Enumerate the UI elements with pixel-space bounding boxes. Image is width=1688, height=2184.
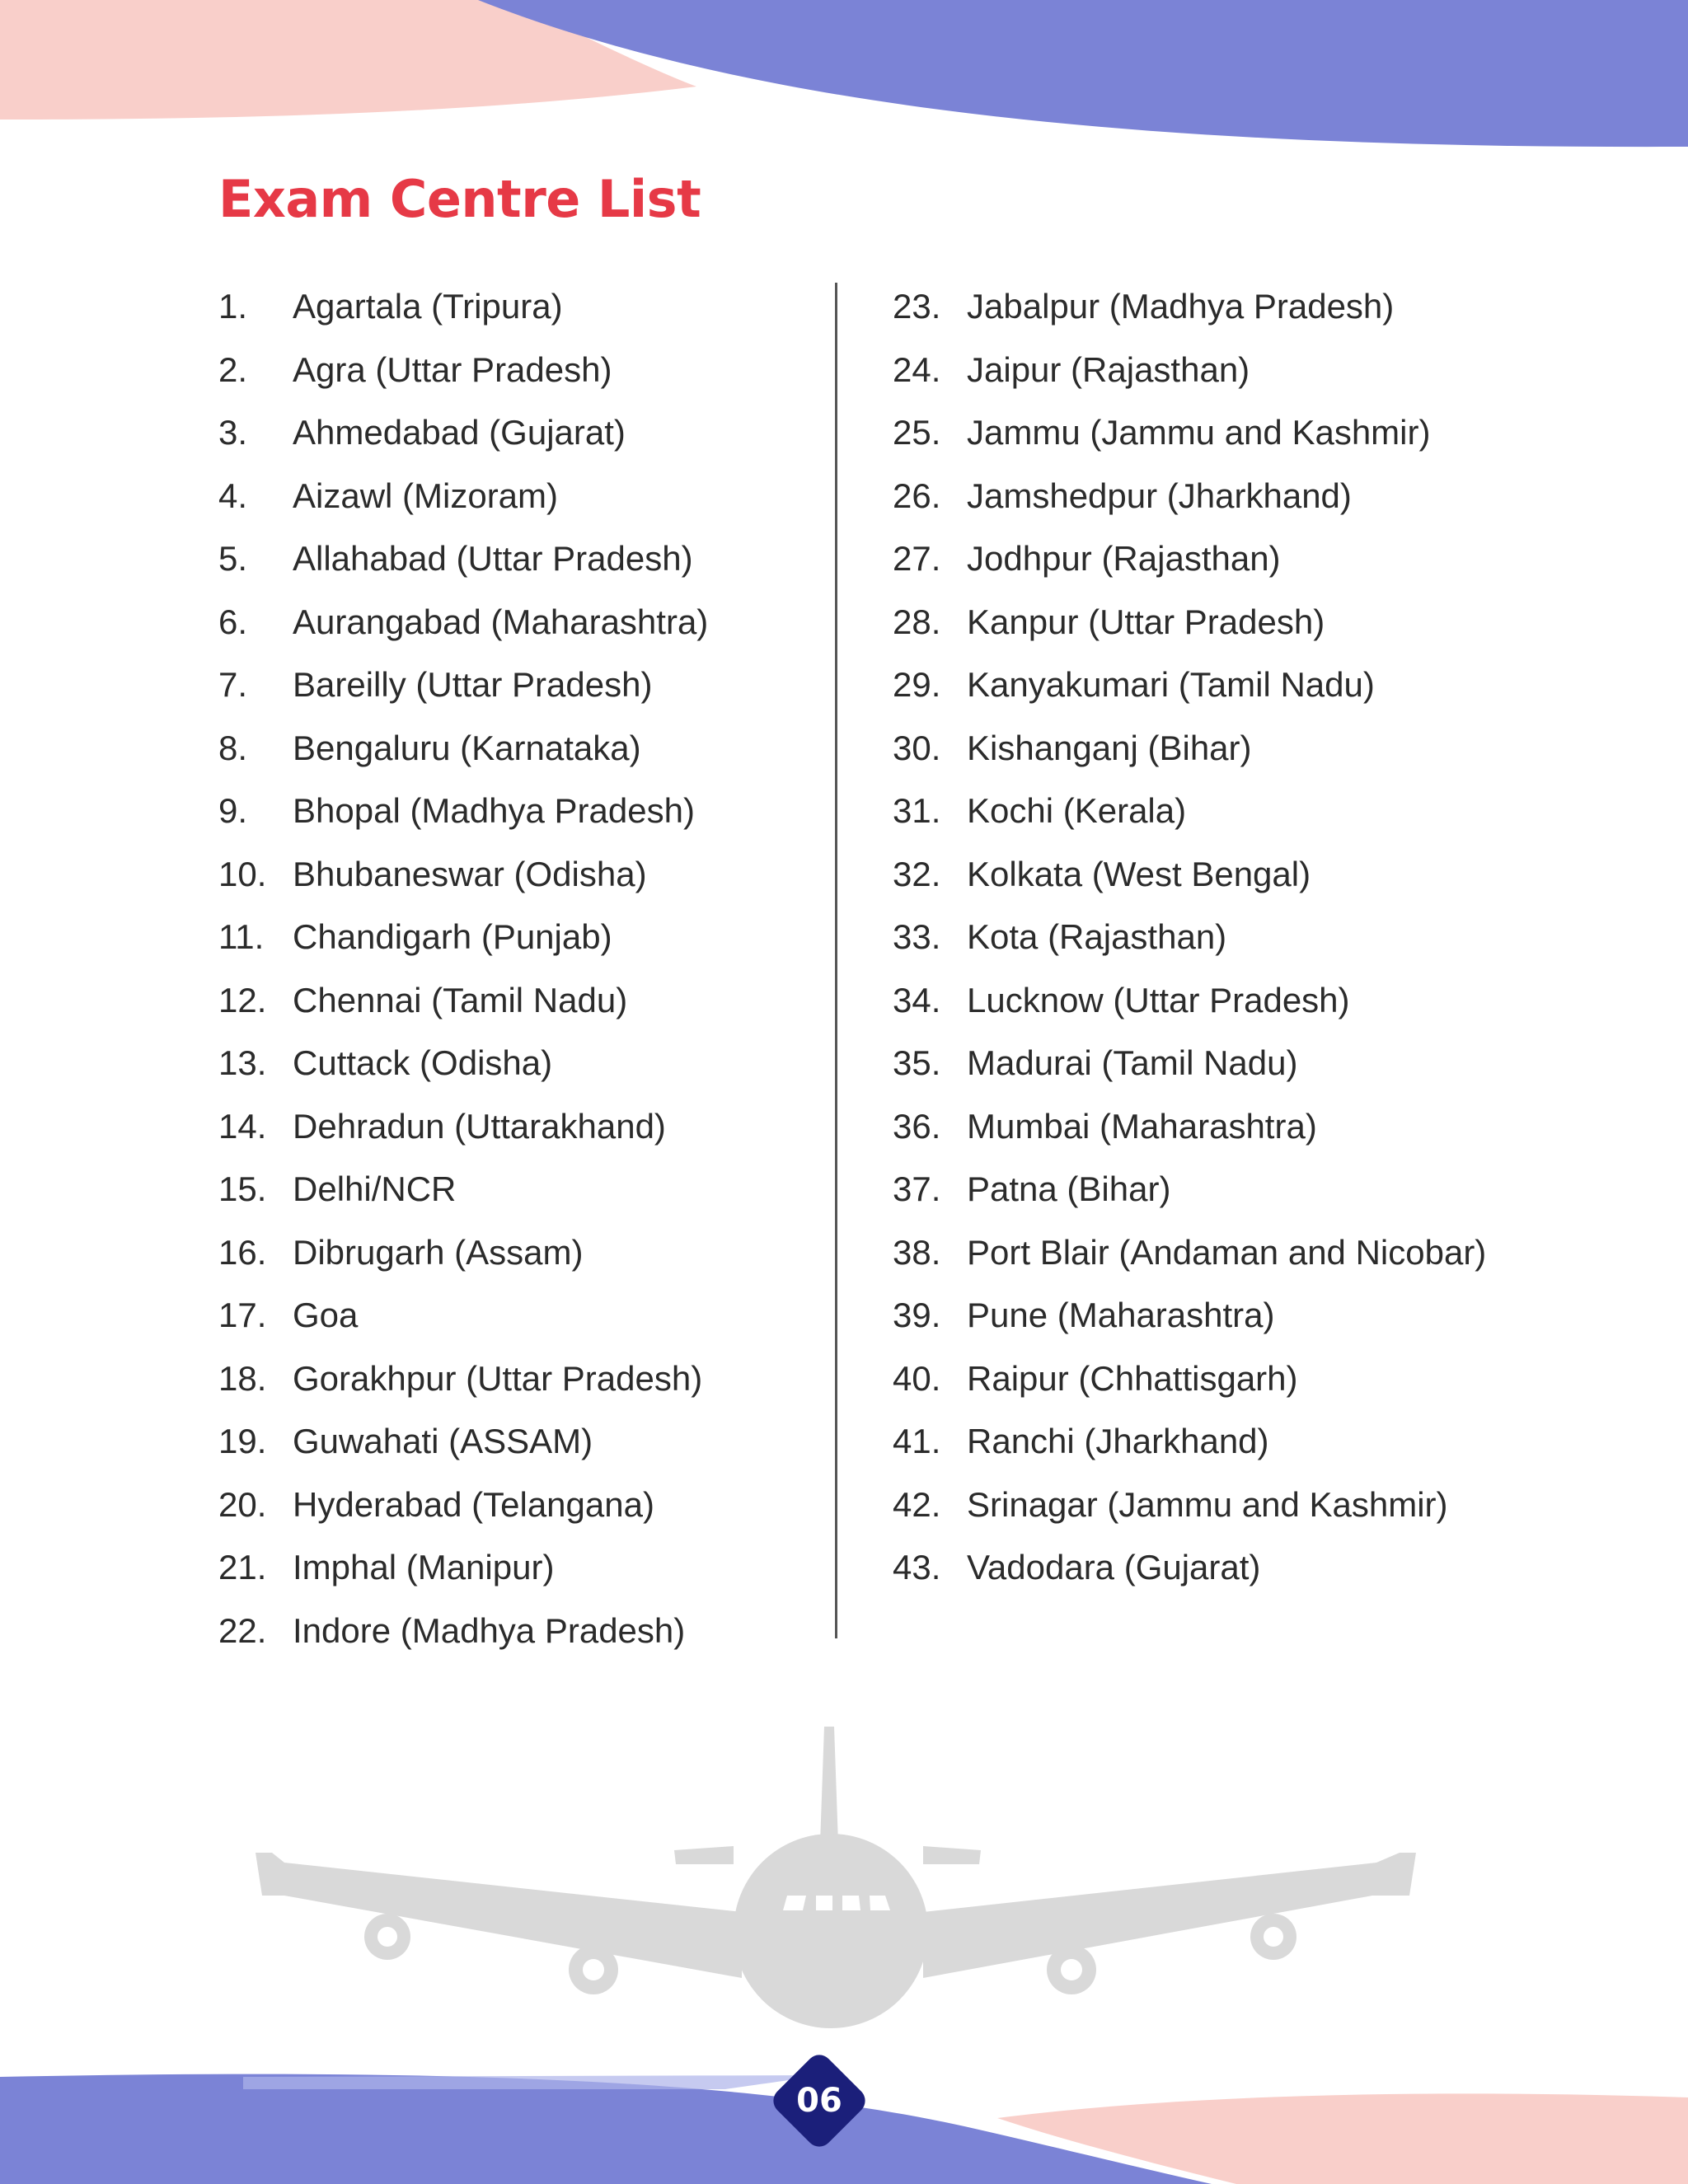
bottom-light-stripe bbox=[243, 2075, 824, 2089]
exam-centre-number: 19. bbox=[218, 1422, 267, 1461]
exam-centre-name: Jabalpur (Madhya Pradesh) bbox=[967, 287, 1395, 326]
exam-centre-name: Kota (Rajasthan) bbox=[967, 917, 1227, 957]
exam-centre-name: Allahabad (Uttar Pradesh) bbox=[293, 539, 693, 579]
exam-centre-number: 23. bbox=[893, 287, 941, 326]
exam-centre-item bbox=[218, 906, 708, 969]
page-number: 06 bbox=[796, 2082, 842, 2120]
exam-centre-number: 22. bbox=[218, 1610, 267, 1650]
exam-centre-number: 10. bbox=[218, 854, 267, 893]
exam-centre-name: Goa bbox=[293, 1296, 359, 1335]
exam-centre-name: Ahmedabad (Gujarat) bbox=[293, 413, 626, 452]
exam-centre-item bbox=[218, 591, 708, 654]
exam-centre-name: Bareilly (Uttar Pradesh) bbox=[293, 665, 653, 705]
exam-centre-name: Kishanganj (Bihar) bbox=[967, 728, 1252, 767]
exam-centre-item bbox=[893, 1474, 1486, 1537]
exam-centre-number: 42. bbox=[893, 1484, 941, 1524]
exam-centre-name: Guwahati (ASSAM) bbox=[293, 1422, 593, 1461]
exam-centre-number: 31. bbox=[893, 791, 941, 831]
exam-centre-number: 14. bbox=[218, 1106, 267, 1146]
exam-centre-item bbox=[218, 1032, 708, 1095]
exam-centre-item bbox=[893, 1536, 1486, 1600]
exam-centre-item bbox=[893, 1410, 1486, 1474]
exam-centre-number: 2. bbox=[218, 349, 248, 389]
exam-centre-number: 40. bbox=[893, 1358, 941, 1398]
exam-centre-number: 8. bbox=[218, 728, 248, 767]
exam-centre-name: Kochi (Kerala) bbox=[967, 791, 1187, 831]
page-number-badge bbox=[783, 2064, 856, 2137]
exam-centre-name: Cuttack (Odisha) bbox=[293, 1043, 553, 1083]
exam-centre-item bbox=[218, 465, 708, 528]
exam-centre-item bbox=[218, 1536, 708, 1600]
exam-centre-number: 15. bbox=[218, 1169, 267, 1209]
exam-centre-item bbox=[893, 717, 1486, 780]
exam-centre-item bbox=[218, 1284, 708, 1347]
exam-centre-number: 25. bbox=[893, 413, 941, 452]
exam-centre-number: 11. bbox=[218, 917, 265, 957]
exam-centre-name: Kanpur (Uttar Pradesh) bbox=[967, 602, 1325, 641]
exam-centre-item bbox=[893, 1284, 1486, 1347]
exam-centre-number: 39. bbox=[893, 1296, 941, 1335]
exam-centre-item bbox=[893, 591, 1486, 654]
exam-centre-number: 12. bbox=[218, 980, 267, 1019]
exam-centre-item bbox=[893, 780, 1486, 843]
page-title: Exam Centre List bbox=[218, 169, 701, 229]
exam-centre-name: Indore (Madhya Pradesh) bbox=[293, 1610, 686, 1650]
bottom-blue-wave bbox=[0, 2074, 1212, 2184]
exam-centre-number: 27. bbox=[893, 539, 941, 579]
exam-centre-name: Pune (Maharashtra) bbox=[967, 1296, 1275, 1335]
exam-centre-item bbox=[218, 654, 708, 717]
exam-centre-name: Chandigarh (Punjab) bbox=[293, 917, 612, 957]
exam-centre-number: 28. bbox=[893, 602, 941, 641]
exam-centre-name: Gorakhpur (Uttar Pradesh) bbox=[293, 1358, 703, 1398]
exam-centre-item bbox=[893, 843, 1486, 907]
exam-centre-number: 33. bbox=[893, 917, 941, 957]
exam-centre-name: Raipur (Chhattisgarh) bbox=[967, 1358, 1298, 1398]
exam-centre-name: Agartala (Tripura) bbox=[293, 287, 563, 326]
exam-centre-number: 37. bbox=[893, 1169, 941, 1209]
exam-centre-number: 26. bbox=[893, 476, 941, 515]
airplane-watermark-icon bbox=[256, 1727, 1416, 2028]
exam-centre-number: 24. bbox=[893, 349, 941, 389]
exam-centre-name: Hyderabad (Telangana) bbox=[293, 1484, 654, 1524]
exam-centre-item bbox=[218, 527, 708, 591]
exam-centre-number: 1. bbox=[218, 287, 248, 326]
exam-centre-item bbox=[893, 1032, 1486, 1095]
exam-centre-name: Bhubaneswar (Odisha) bbox=[293, 854, 647, 893]
exam-centre-name: Agra (Uttar Pradesh) bbox=[293, 349, 612, 389]
exam-centre-item bbox=[218, 1474, 708, 1537]
exam-centre-item bbox=[218, 843, 708, 907]
exam-centre-item bbox=[218, 1095, 708, 1159]
exam-centre-item bbox=[893, 1221, 1486, 1285]
exam-centre-name: Chennai (Tamil Nadu) bbox=[293, 980, 628, 1019]
exam-centre-item bbox=[218, 275, 708, 339]
exam-centre-name: Jammu (Jammu and Kashmir) bbox=[967, 413, 1431, 452]
exam-centre-number: 18. bbox=[218, 1358, 267, 1398]
exam-centre-number: 3. bbox=[218, 413, 248, 452]
exam-centre-name: Madurai (Tamil Nadu) bbox=[967, 1043, 1298, 1083]
exam-centre-item bbox=[218, 780, 708, 843]
exam-centre-name: Vadodara (Gujarat) bbox=[967, 1548, 1261, 1587]
exam-centre-number: 36. bbox=[893, 1106, 941, 1146]
exam-centre-name: Bhopal (Madhya Pradesh) bbox=[293, 791, 695, 831]
exam-centre-number: 41. bbox=[893, 1422, 941, 1461]
exam-centre-number: 16. bbox=[218, 1232, 267, 1272]
exam-centre-number: 35. bbox=[893, 1043, 941, 1083]
exam-centre-item bbox=[893, 1095, 1486, 1159]
exam-centre-number: 20. bbox=[218, 1484, 267, 1524]
exam-centre-item bbox=[893, 654, 1486, 717]
exam-centre-number: 21. bbox=[218, 1548, 267, 1587]
exam-centre-item bbox=[893, 969, 1486, 1033]
column-divider bbox=[835, 283, 837, 1638]
exam-centre-item bbox=[218, 1600, 708, 1663]
exam-centre-name: Jodhpur (Rajasthan) bbox=[967, 539, 1281, 579]
exam-centre-item bbox=[218, 717, 708, 780]
exam-centre-name: Ranchi (Jharkhand) bbox=[967, 1422, 1269, 1461]
exam-centre-number: 38. bbox=[893, 1232, 941, 1272]
exam-centre-item bbox=[218, 1158, 708, 1221]
exam-centre-name: Aurangabad (Maharashtra) bbox=[293, 602, 709, 641]
exam-centre-number: 17. bbox=[218, 1296, 267, 1335]
exam-centre-name: Jaipur (Rajasthan) bbox=[967, 349, 1250, 389]
exam-centre-item bbox=[893, 1158, 1486, 1221]
exam-centre-number: 9. bbox=[218, 791, 248, 831]
exam-centre-name: Imphal (Manipur) bbox=[293, 1548, 555, 1587]
exam-centre-name: Bengaluru (Karnataka) bbox=[293, 728, 641, 767]
exam-centre-item bbox=[218, 339, 708, 402]
exam-centre-name: Kanyakumari (Tamil Nadu) bbox=[967, 665, 1375, 705]
exam-centre-item bbox=[218, 1347, 708, 1411]
exam-centre-item bbox=[893, 339, 1486, 402]
exam-centre-item bbox=[218, 1221, 708, 1285]
exam-centre-number: 32. bbox=[893, 854, 941, 893]
exam-centre-item bbox=[893, 401, 1486, 465]
exam-centre-number: 43. bbox=[893, 1548, 941, 1587]
exam-centre-number: 7. bbox=[218, 665, 248, 705]
exam-centre-name: Delhi/NCR bbox=[293, 1169, 457, 1209]
exam-centre-item bbox=[218, 401, 708, 465]
exam-centre-name: Port Blair (Andaman and Nicobar) bbox=[967, 1232, 1487, 1272]
exam-centre-list-right bbox=[893, 275, 1486, 1600]
exam-centre-item bbox=[893, 275, 1486, 339]
exam-centre-name: Dibrugarh (Assam) bbox=[293, 1232, 584, 1272]
exam-centre-number: 30. bbox=[893, 728, 941, 767]
exam-centre-list-left bbox=[218, 275, 708, 1662]
exam-centre-name: Jamshedpur (Jharkhand) bbox=[967, 476, 1352, 515]
exam-centre-name: Kolkata (West Bengal) bbox=[967, 854, 1311, 893]
exam-centre-number: 13. bbox=[218, 1043, 267, 1083]
exam-centre-name: Aizawl (Mizoram) bbox=[293, 476, 559, 515]
exam-centre-item bbox=[893, 1347, 1486, 1411]
exam-centre-number: 5. bbox=[218, 539, 248, 579]
exam-centre-number: 4. bbox=[218, 476, 248, 515]
exam-centre-item bbox=[218, 1410, 708, 1474]
exam-centre-number: 34. bbox=[893, 980, 941, 1019]
exam-centre-name: Mumbai (Maharashtra) bbox=[967, 1106, 1317, 1146]
exam-centre-item bbox=[893, 527, 1486, 591]
exam-centre-item bbox=[893, 906, 1486, 969]
exam-centre-item bbox=[218, 969, 708, 1033]
exam-centre-number: 29. bbox=[893, 665, 941, 705]
exam-centre-name: Srinagar (Jammu and Kashmir) bbox=[967, 1484, 1448, 1524]
exam-centre-item bbox=[893, 465, 1486, 528]
exam-centre-name: Dehradun (Uttarakhand) bbox=[293, 1106, 666, 1146]
exam-centre-number: 6. bbox=[218, 602, 248, 641]
exam-centre-name: Patna (Bihar) bbox=[967, 1169, 1171, 1209]
exam-centre-name: Lucknow (Uttar Pradesh) bbox=[967, 980, 1350, 1019]
